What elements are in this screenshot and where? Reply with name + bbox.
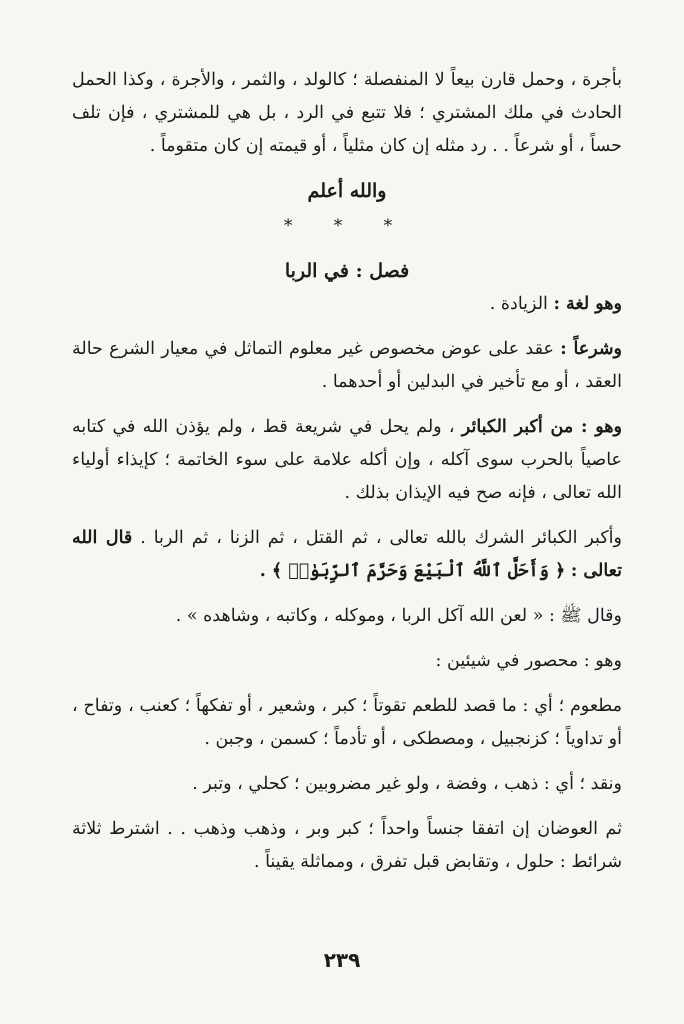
paragraph-1-text: بأجرة ، وحمل قارن بيعاً لا المنفصلة ؛ كالولد ، والثمر ، والأجرة ، وكذا الحمل الحادث في ملك المشتري ؛ فلا تتبع في الرد ، بل هي للمشتري ، فإن تلف حساً ، أو شرعاً . . رد مثله إن كان مثلياً ، أو قيمته إن كان متقوماً .: [72, 70, 622, 156]
paragraph-hadith: [72, 600, 622, 633]
paragraph-conditions: [72, 813, 622, 879]
section-heading-text: فصل : في الربا: [284, 260, 410, 282]
greatest-sins-text: وأكبر الكبائر الشرك بالله تعالى ، ثم القتل ، ثم الزنا ، ثم الربا .: [140, 528, 622, 548]
definition-language-lead: وهو لغة :: [553, 294, 622, 314]
foodstuff-text: مطعوم ؛ أي : ما قصد للطعم تقوتاً ؛ كبر ، وشعير ، أو تفكهاً ؛ كعنب ، وتفاح ، أو تداوياً ؛ كزنجبيل ، ومصطكى ، أو تأدماً ؛ كسمن ، وجبن .: [72, 696, 622, 749]
closing-phrase-text: والله أعلم: [307, 180, 387, 202]
page-body: [72, 64, 622, 879]
paragraph-major-sin: [72, 411, 622, 510]
section-heading: [72, 255, 622, 288]
paragraph-foodstuff: [72, 690, 622, 756]
paragraph-restricted: [72, 645, 622, 678]
definition-language-text: الزيادة .: [489, 294, 554, 314]
paragraph-greatest-sins: [72, 522, 622, 588]
closing-phrase: [72, 175, 622, 208]
paragraph-currency: [72, 768, 622, 801]
definition-sharia-text: عقد على عوض مخصوص غير معلوم التماثل في معيار الشرع حالة العقد ، أو مع تأخير في البدلين أو أحدهما .: [72, 339, 622, 392]
paragraph-definition-sharia: [72, 333, 622, 399]
verse-intro: قال الله تعالى :: [72, 528, 622, 581]
separator-text: * * *: [283, 216, 411, 236]
restricted-text: وهو : محصور في شيئين :: [435, 651, 622, 671]
major-sin-lead: وهو : من أكبر الكبائر: [461, 417, 622, 437]
major-sin-text: ، ولم يحل في شريعة قط ، ولم يؤذن الله في كتابه عاصياً بالحرب سوى آكله ، وإن أكله علامة على سوء الخاتمة ؛ كإيذاء أولياء الله تعالى ، فإنه صح فيه الإيذان بذلك .: [72, 417, 622, 503]
paragraph-1: [72, 64, 622, 163]
page-number: ٢٣٩: [323, 948, 361, 972]
conditions-text: ثم العوضان إن اتفقا جنساً واحداً ؛ كبر وبر ، وذهب وذهب . . اشترط ثلاثة شرائط : حلول ، وتقابض قبل تفرق ، ومماثلة يقيناً .: [72, 819, 622, 872]
quran-verse: ﴿ وَأَحَلَّ ٱللَّهُ ٱلْبَيْعَ وَحَرَّمَ ٱلرِّبَوٰا۟ ﴾ .: [259, 561, 566, 581]
currency-text: ونقد ؛ أي : ذهب ، وفضة ، ولو غير مضروبين ؛ كحلي ، وتبر .: [192, 774, 622, 794]
definition-sharia-lead: وشرعاً :: [560, 339, 622, 359]
paragraph-definition-language: [72, 288, 622, 321]
hadith-text: وقال ﷺ : « لعن الله آكل الربا ، وموكله ، وكاتبه ، وشاهده » .: [175, 606, 622, 626]
section-separator: [72, 210, 622, 243]
